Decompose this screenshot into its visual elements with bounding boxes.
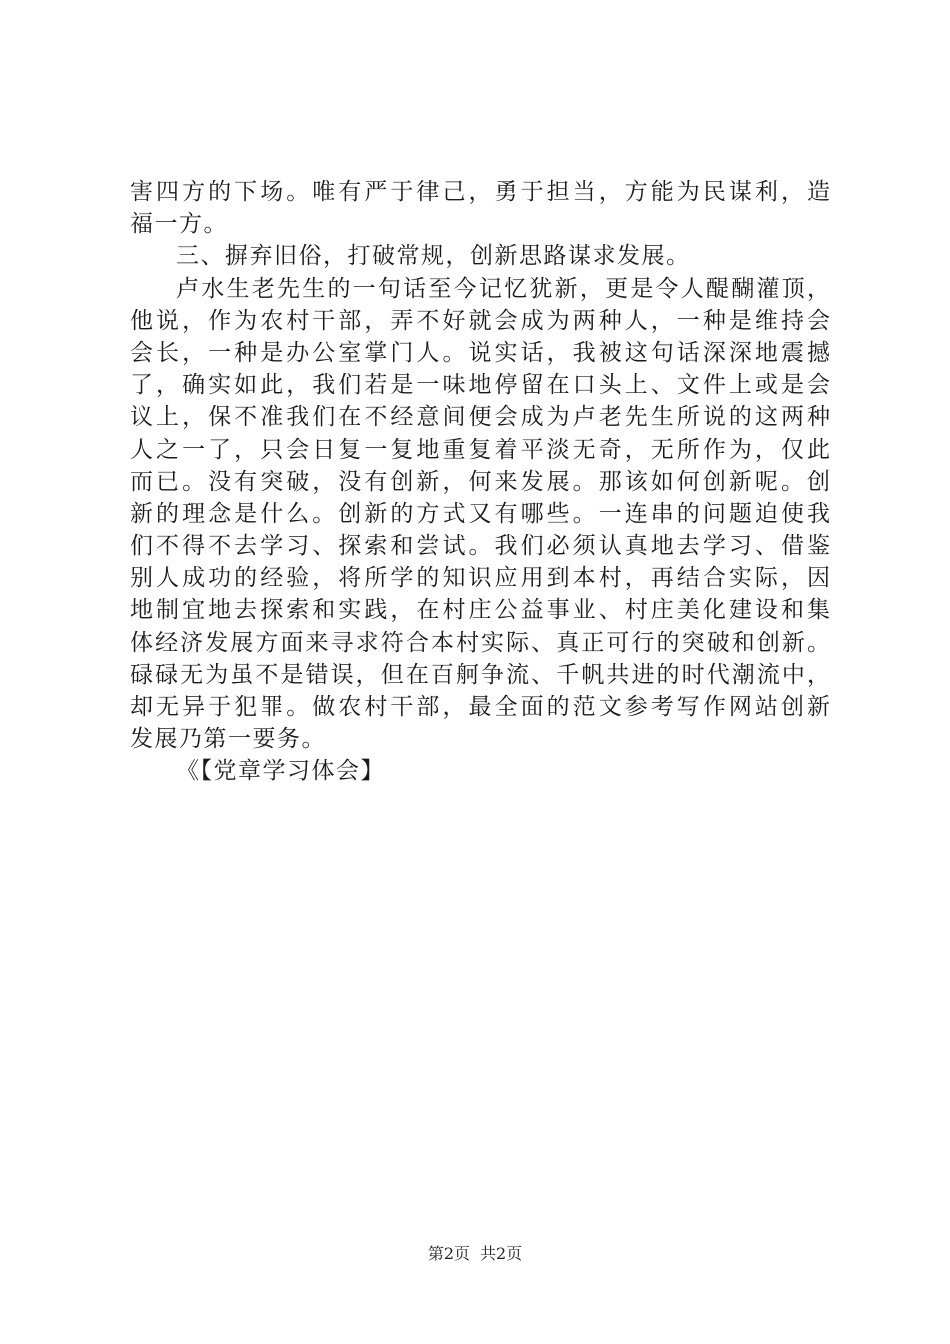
text-line: 会长，一种是办公室掌门人。说实话，我被这句话深深地震撼 [130, 339, 830, 366]
document-body [130, 176, 830, 788]
text-line: 新的理念是什么。创新的方式又有哪些。一连串的问题迫使我 [130, 500, 830, 527]
text-line: 人之一了，只会日复一复地重复着平淡无奇，无所作为，仅此 [130, 436, 830, 463]
text-line: 们不得不去学习、探索和尝试。我们必须认真地去学习、借鉴 [130, 533, 830, 560]
page-footer [0, 1244, 950, 1264]
related-link[interactable]: 《【党章学习体会】 [176, 758, 385, 785]
text-line: 发展乃第一要务。 [130, 726, 326, 753]
page-number: 第2页 [427, 1244, 470, 1263]
text-line: 害四方的下场。唯有严于律己，勇于担当，方能为民谋利，造 [130, 179, 830, 205]
text-line: 别人成功的经验，将所学的知识应用到本村，再结合实际，因 [130, 565, 830, 592]
text-line: 他说，作为农村干部，弄不好就会成为两种人，一种是维持会 [130, 307, 830, 334]
text-line: 碌碌无为虽不是错误，但在百舸争流、千帆共进的时代潮流中， [130, 661, 830, 688]
text-line: 却无异于犯罪。做农村干部，最全面的范文参考写作网站创新 [130, 694, 830, 720]
section-heading: 三、摒弃旧俗，打破常规，创新思路谋求发展。 [176, 243, 691, 270]
text-line: 福一方。 [130, 211, 228, 238]
text-line: 议上，保不准我们在不经意间便会成为卢老先生所说的这两种 [130, 404, 830, 431]
text-line: 体经济发展方面来寻求符合本村实际、真正可行的突破和创新。 [130, 629, 830, 656]
text-line: 地制宜地去探索和实践，在村庄公益事业、村庄美化建设和集 [130, 597, 830, 624]
page-total: 共2页 [480, 1244, 523, 1263]
text-line: 而已。没有突破，没有创新，何来发展。那该如何创新呢。创 [130, 468, 830, 495]
text-line: 卢水生老先生的一句话至今记忆犹新，更是令人醍醐灌顶， [176, 275, 830, 302]
text-line: 了，确实如此，我们若是一味地停留在口头上、文件上或是会 [130, 372, 830, 399]
